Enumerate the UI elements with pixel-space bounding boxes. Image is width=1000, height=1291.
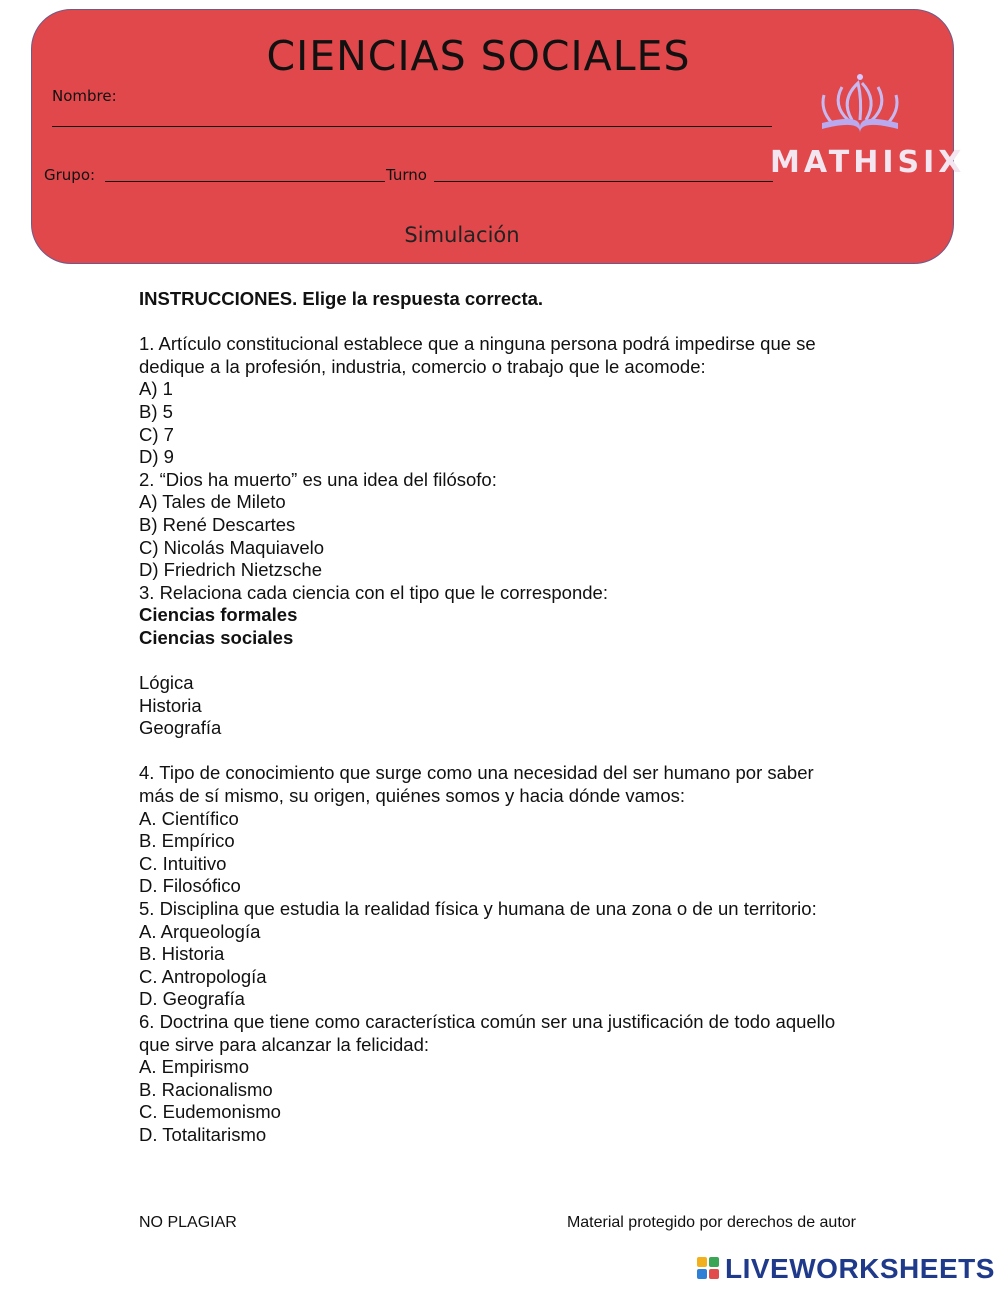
question-1-text-cont: dedique a la profesión, industria, comercio o trabajo que le acomode: [139, 355, 706, 377]
q1-option[interactable]: C) 7 [139, 423, 174, 445]
footer-no-plagiar: NO PLAGIAR [139, 1214, 237, 1231]
logo-text: MATHISIX [770, 145, 966, 180]
q2-option[interactable]: D) Friedrich Nietzsche [139, 559, 322, 581]
footer-copyright: Material protegido por derechos de autor [566, 1214, 856, 1231]
q1-option[interactable]: D) 9 [139, 446, 174, 468]
q2-option[interactable]: A) Tales de Mileto [139, 491, 286, 513]
turno-field[interactable] [434, 181, 773, 182]
question-3-text: 3. Relaciona cada ciencia con el tipo que le corresponde: [139, 581, 608, 603]
grupo-label: Grupo: [44, 166, 96, 184]
q4-option[interactable]: A. Científico [139, 807, 239, 829]
liveworksheets-brand[interactable] [697, 1255, 997, 1285]
question-1-text: 1. Artículo constitucional establece que a ninguna persona podrá impedirse que se [139, 333, 816, 355]
q4-option[interactable]: C. Intuitivo [139, 852, 227, 874]
question-6-text-cont: que sirve para alcanzar la felicidad: [139, 1033, 429, 1055]
q3-type[interactable]: Ciencias formales [139, 604, 298, 626]
liveworksheets-icon [697, 1257, 721, 1281]
q2-option[interactable]: C) Nicolás Maquiavelo [139, 536, 325, 558]
q6-option[interactable]: C. Eudemonismo [139, 1101, 281, 1123]
q5-option[interactable]: D. Geografía [139, 988, 245, 1010]
grupo-field[interactable] [105, 181, 385, 182]
q5-option[interactable]: C. Antropología [139, 965, 267, 987]
nombre-field[interactable] [52, 126, 772, 127]
turno-label: Turno [386, 166, 427, 184]
book-icon [770, 65, 950, 145]
question-2-text: 2. “Dios ha muerto” es una idea del filósofo: [139, 468, 497, 490]
q1-option[interactable]: A) 1 [139, 378, 173, 400]
subtitle: Simulación [404, 223, 520, 247]
page-title: CIENCIAS SOCIALES [266, 32, 691, 80]
question-5-text: 5. Disciplina que estudia la realidad física y humana de una zona o de un territorio: [139, 898, 817, 920]
worksheet-content [139, 288, 879, 1147]
q1-option[interactable]: B) 5 [139, 400, 173, 422]
question-4-text-cont: más de sí mismo, su origen, quiénes somos y hacia dónde vamos: [139, 785, 686, 807]
q3-item[interactable]: Lógica [139, 672, 194, 694]
q3-item[interactable]: Historia [139, 694, 202, 716]
instructions: INSTRUCCIONES. Elige la respuesta correcta. [139, 288, 544, 309]
q4-option[interactable]: D. Filosófico [139, 875, 241, 897]
q3-type[interactable]: Ciencias sociales [139, 626, 294, 648]
q4-option[interactable]: B. Empírico [139, 830, 235, 852]
question-6-text: 6. Doctrina que tiene como característica común ser una justificación de todo aquello [139, 1011, 836, 1032]
q3-item[interactable]: Geografía [139, 717, 222, 739]
q6-option[interactable]: A. Empirismo [139, 1056, 249, 1078]
q5-option[interactable]: A. Arqueología [139, 920, 261, 942]
question-4-text: 4. Tipo de conocimiento que surge como una necesidad del ser humano por saber [139, 762, 814, 784]
q2-option[interactable]: B) René Descartes [139, 513, 296, 535]
liveworksheets-text: LIVEWORKSHEETS [725, 1253, 995, 1284]
q6-option[interactable]: D. Totalitarismo [139, 1123, 267, 1145]
mathisix-logo [770, 65, 966, 195]
q6-option[interactable]: B. Racionalismo [139, 1078, 273, 1100]
nombre-label: Nombre: [52, 87, 117, 105]
q5-option[interactable]: B. Historia [139, 943, 225, 965]
